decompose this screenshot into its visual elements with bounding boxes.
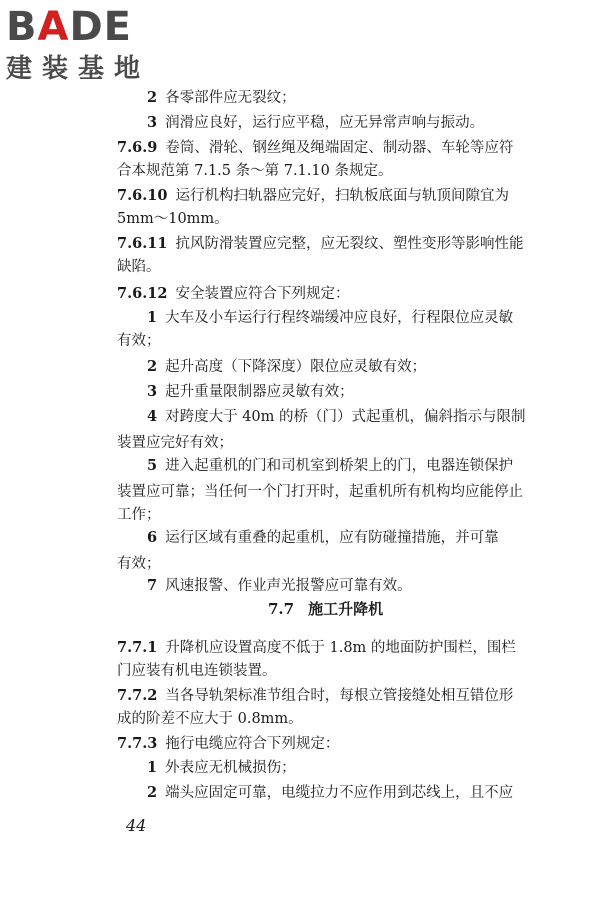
clause-text: 当各导轨架标准节组合时，每根立管接缝处相互错位形	[165, 688, 514, 704]
clauses-line	[147, 357, 426, 377]
clause-text: 装置应可靠；当任何一个门打开时，起重机所有机构均应能停止	[117, 484, 523, 500]
section-number: 7.7	[268, 600, 295, 618]
clauses-line	[117, 482, 523, 502]
clauses-line	[147, 456, 513, 476]
clause-text: 有效；	[117, 556, 161, 572]
clause-text: 5mm～10mm。	[117, 211, 229, 227]
clauses-line	[117, 284, 349, 304]
clauses2-line	[117, 661, 277, 681]
clause-text: 装置应完好有效；	[117, 435, 233, 451]
clause-number: 1	[147, 759, 158, 776]
clause-text: 运行机构扫轨器应完好，扫轨板底面与轨顶间隙宜为	[175, 188, 509, 204]
clause-text: 有效；	[117, 333, 161, 349]
clauses-line	[117, 161, 392, 181]
clauses2-line	[117, 638, 516, 658]
clause-number: 2	[147, 89, 158, 106]
clause-text: 各零部件应无裂纹；	[165, 90, 296, 106]
clause-number: 7.6.10	[117, 187, 168, 204]
logo-brand-a: A	[37, 4, 70, 50]
clause-text: 对跨度大于 40m 的桥（门）式起重机，偏斜指示与限制	[165, 409, 526, 425]
clause-text: 风速报警、作业声光报警应可靠有效。	[165, 578, 412, 594]
section-heading	[268, 599, 383, 619]
clause-text: 升降机应设置高度不低于 1.8m 的地面防护围栏，围栏	[165, 640, 516, 656]
clauses-line	[117, 209, 229, 229]
clauses-line	[117, 186, 509, 206]
clause-text: 抗风防滑装置应完整，应无裂纹、塑性变形等影响性能	[175, 236, 524, 252]
clause-text: 工作；	[117, 507, 161, 523]
clause-number: 7.7.2	[117, 687, 158, 704]
section-title: 施工升降机	[308, 600, 384, 618]
clause-text: 拖行电缆应符合下列规定：	[165, 736, 340, 752]
clause-number: 7.6.11	[117, 235, 168, 252]
clause-number: 3	[147, 114, 158, 131]
clauses2-line	[147, 758, 296, 778]
clause-number: 7.6.12	[117, 285, 168, 302]
clauses-line	[117, 331, 161, 351]
clauses-line	[117, 554, 161, 574]
clause-number: 7.6.9	[117, 139, 158, 156]
clause-number: 7	[147, 577, 158, 594]
logo-brand-de: DE	[69, 4, 132, 50]
clause-text: 外表应无机械损伤；	[165, 760, 296, 776]
clauses2-line	[117, 686, 513, 706]
clauses-line	[117, 433, 233, 453]
clause-number: 2	[147, 358, 158, 375]
clause-number: 4	[147, 408, 158, 425]
clause-text: 起升重量限制器应灵敏有效；	[165, 384, 354, 400]
clause-number: 1	[147, 309, 158, 326]
clause-text: 端头应固定可靠，电缆拉力不应作用到芯线上，且不应	[165, 785, 514, 801]
clause-text: 门应装有机电连锁装置。	[117, 663, 277, 679]
clause-text: 起升高度（下降深度）限位应灵敏有效；	[165, 359, 427, 375]
clause-text: 进入起重机的门和司机室到桥架上的门，电器连锁保护	[165, 458, 514, 474]
clause-text: 卷筒、滑轮、钢丝绳及绳端固定、制动器、车轮等应符	[165, 140, 514, 156]
clause-number: 2	[147, 784, 158, 801]
clause-text: 合本规范第 7.1.5 条～第 7.1.10 条规定。	[117, 163, 393, 179]
clauses2-line	[117, 734, 339, 754]
clauses-line	[117, 138, 513, 158]
clause-text: 成的阶差不应大于 0.8mm。	[117, 711, 303, 727]
clauses-line	[117, 505, 161, 525]
clause-text: 大车及小车运行行程终端缓冲应良好，行程限位应灵敏	[165, 310, 514, 326]
logo-brand-b: B	[6, 4, 38, 50]
clauses-line	[147, 113, 484, 133]
clauses-line	[117, 257, 161, 277]
clause-number: 7.7.3	[117, 735, 158, 752]
clause-text: 运行区域有重叠的起重机，应有防碰撞措施，并可靠	[165, 530, 499, 546]
clauses-line	[147, 88, 296, 108]
clauses-line	[147, 576, 412, 596]
clause-number: 3	[147, 383, 158, 400]
clause-text: 润滑应良好，运行应平稳，应无异常声响与振动。	[165, 115, 485, 131]
clause-text: 缺陷。	[117, 259, 161, 275]
clauses-line	[117, 234, 523, 254]
clause-text: 安全装置应符合下列规定：	[175, 286, 350, 302]
logo-subtitle: 建装基地	[6, 54, 151, 84]
clauses-line	[147, 382, 354, 402]
clause-number: 5	[147, 457, 158, 474]
clauses-line	[147, 407, 526, 427]
logo-brand	[6, 4, 150, 50]
clause-number: 6	[147, 529, 158, 546]
clause-number: 7.7.1	[117, 639, 158, 656]
clauses2-line	[117, 709, 303, 729]
clauses-line	[147, 528, 499, 548]
page-number: 44	[126, 816, 147, 835]
logo	[6, 4, 150, 84]
clauses2-line	[147, 783, 513, 803]
clauses-line	[147, 308, 513, 328]
